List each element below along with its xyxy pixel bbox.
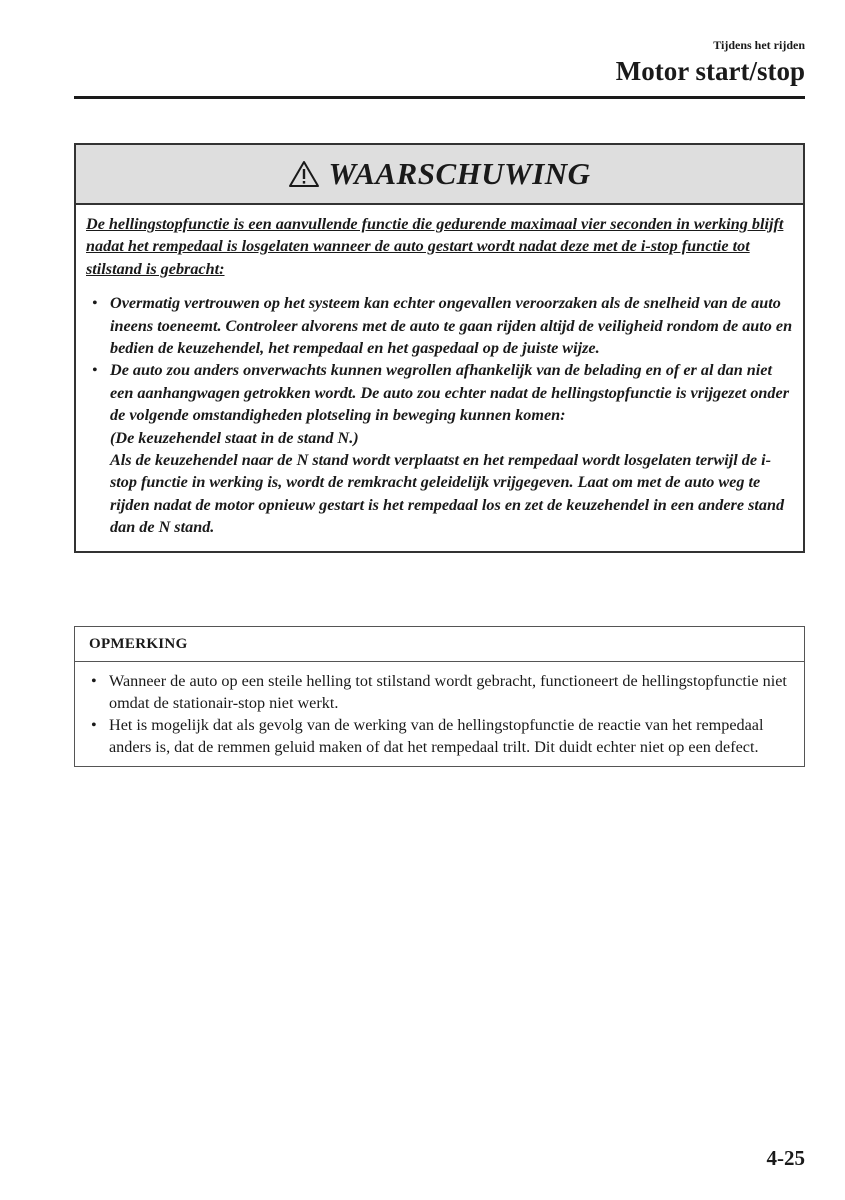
bullet-icon: • — [91, 716, 97, 734]
warning-header — [76, 145, 803, 205]
warning-title: WAARSCHUWING — [328, 156, 591, 191]
note-box — [74, 626, 805, 767]
section-label: Tijdens het rijden — [713, 38, 805, 52]
note-item-text: Het is mogelijk dat als gevolg van de werking van de hellingstopfunctie de reactie van het rempedaal anders is, dat de remmen geluid maken of dat het rempedaal trilt. Dit duidt echter niet op een defect. — [109, 716, 764, 756]
page-title: Motor start/stop — [615, 56, 805, 86]
bullet-icon: • — [91, 672, 97, 690]
warning-list-item — [86, 292, 793, 359]
bullet-icon: • — [92, 294, 98, 313]
note-header: OPMERKING — [75, 627, 804, 662]
warning-item-text: Overmatig vertrouwen op het systeem kan echter ongevallen veroorzaken als de snelheid van de auto ineens toeneemt. Controleer alvorens met de auto te gaan rijden altijd de veiligheid rondom de auto en bedien de keuzehendel, het rempedaal en het gaspedaal op de juiste wijze. — [110, 294, 793, 358]
warning-intro: De hellingstopfunctie is een aanvullende functie die gedurende maximaal vier seconden in werking blijft nadat het rempedaal is losgelaten wanneer de auto gestart wordt nadat deze met de i-stop functie tot stilstand is gebracht: — [86, 215, 784, 278]
note-body — [75, 662, 804, 766]
note-list-item — [85, 714, 794, 758]
note-item-text: Wanneer de auto op een steile helling tot stilstand wordt gebracht, functioneert de hellingstopfunctie niet omdat de stationair-stop niet werkt. — [109, 672, 787, 712]
warning-item-condition: (De keuzehendel staat in de stand N.) — [110, 428, 359, 447]
note-list-item — [85, 670, 794, 714]
warning-list-item — [86, 359, 793, 538]
warning-list — [86, 292, 793, 538]
warning-item-text: De auto zou anders onverwachts kunnen wegrollen afhankelijk van de belading en of er al dan niet een aanhangwagen getrokken wordt. De auto zou echter nadat de hellingstopfunctie is vrijgezet onder de volgende omstandigheden plotseling in beweging kunnen komen: — [110, 361, 790, 425]
header-rule — [74, 96, 805, 99]
note-list — [85, 670, 794, 758]
warning-triangle-icon — [288, 160, 320, 188]
warning-box — [74, 143, 805, 553]
warning-body — [76, 205, 803, 551]
bullet-icon: • — [92, 361, 98, 380]
page-number: 4-25 — [766, 1146, 805, 1170]
warning-item-detail: Als de keuzehendel naar de N stand wordt verplaatst en het rempedaal wordt losgelaten terwijl de i-stop functie in werking is, wordt de remkracht geleidelijk vrijgegeven. Laat om met de auto weg te rijden nadat de motor opnieuw gestart is het rempedaal los en zet de keuzehendel in een andere stand dan de N stand. — [110, 451, 785, 537]
